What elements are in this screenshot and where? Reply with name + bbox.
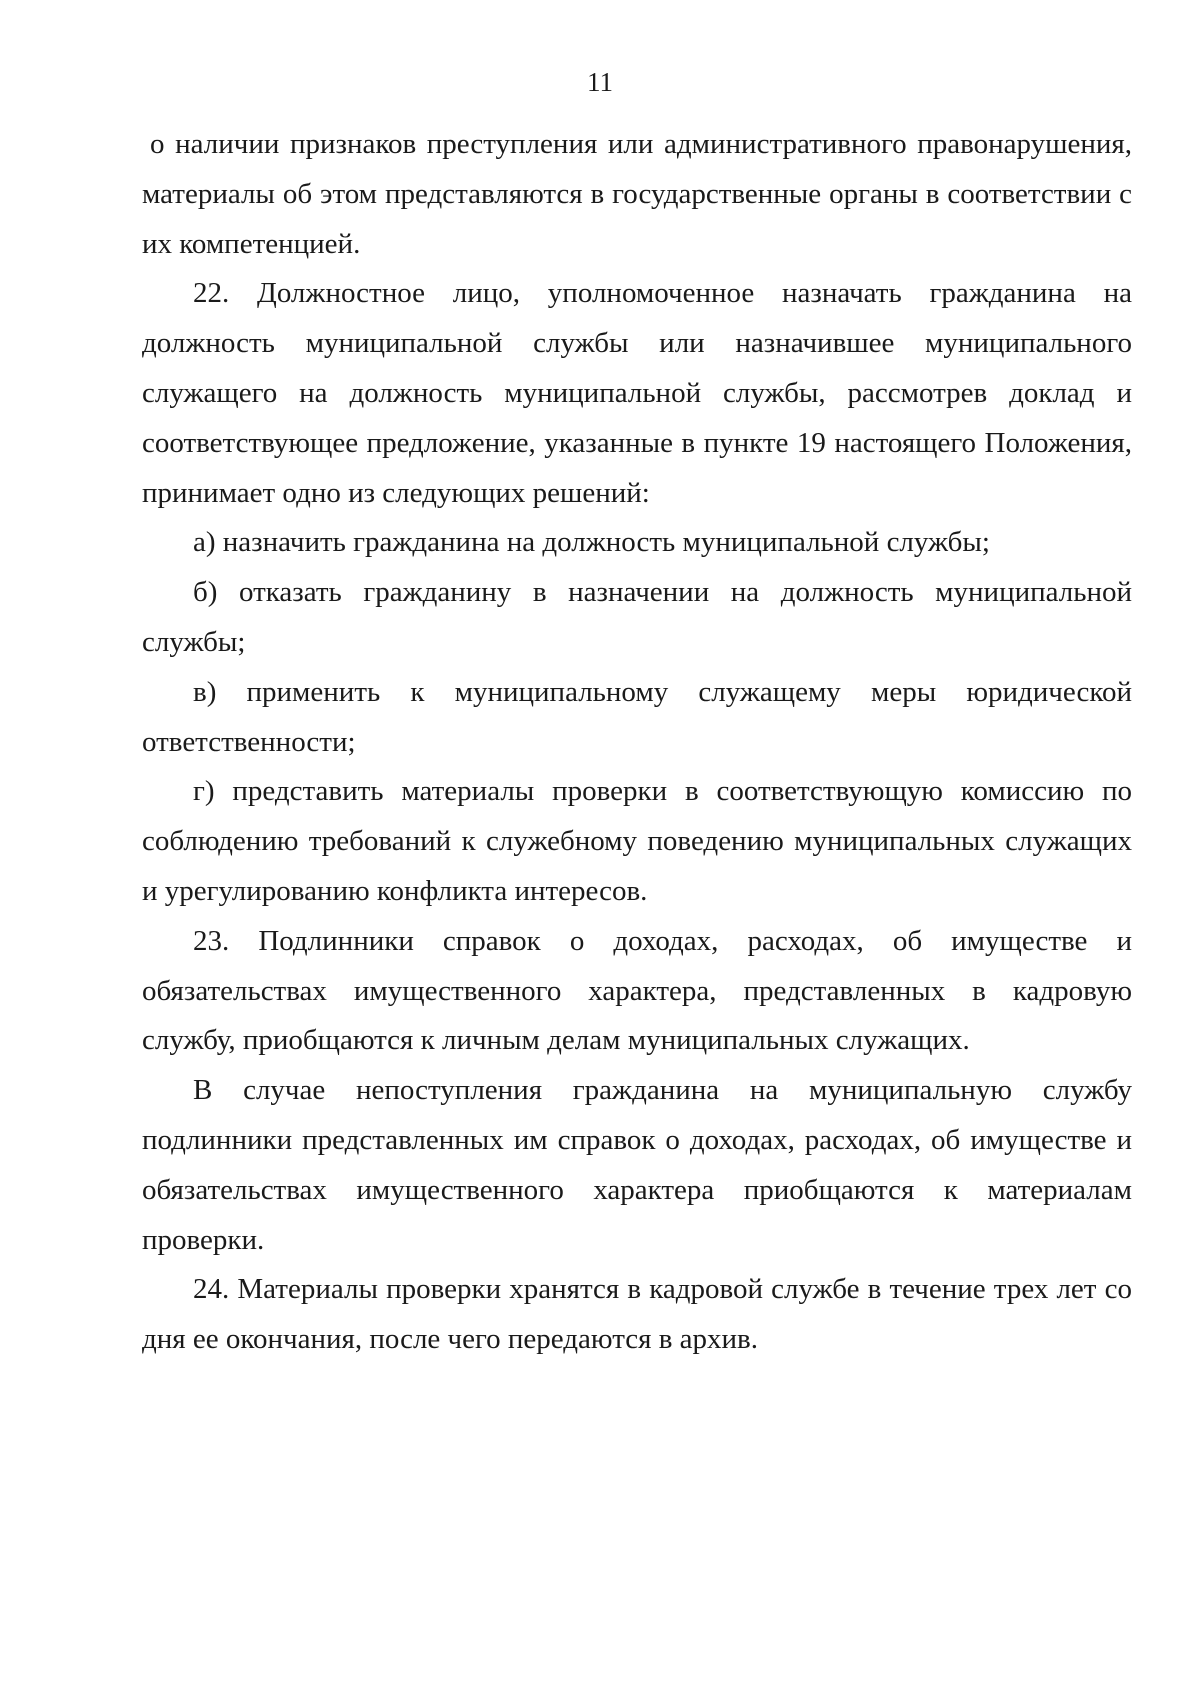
paragraph-item-22: 22. Должностное лицо, уполномоченное назначать гражданина на должность муниципальной службы или назначившее муниципального служащего на должность муниципальной службы, рассмотрев доклад и соответствующее предложение, указанные в пункте 19 настоящего Положения, принимает одно из следующих решений: xyxy=(142,277,1132,509)
page-number: 11 xyxy=(587,67,613,97)
paragraph-item-23: 23. Подлинники справок о доходах, расходах, об имуществе и обязательствах имущественного характера, представленных в кадровую службу, приобщаются к личным делам муниципальных служащих. xyxy=(142,924,1132,1057)
paragraph-subitem-v: в) применить к муниципальному служащему меры юридической ответственности; xyxy=(142,675,1132,758)
paragraph-item-24: 24. Материалы проверки хранятся в кадровой службе в течение трех лет со дня ее окончания, после чего передаются в архив. xyxy=(142,1273,1132,1356)
paragraph-subitem-b: б) отказать гражданину в назначении на должность муниципальной службы; xyxy=(142,576,1132,658)
paragraph-subitem-g: г) представить материалы проверки в соответствующую комиссию по соблюдению требований к служебному поведению муниципальных служащих и урегулированию конфликта интересов. xyxy=(142,775,1132,907)
paragraph-continuation: о наличии признаков преступления или административного правонарушения, материалы об этом представляются в государственные органы в соответствии с их компетенцией. xyxy=(142,128,1132,260)
paragraph-item-23-continued: В случае непоступления гражданина на муниципальную службу подлинники представленных им справок о доходах, расходах, об имуществе и обязательствах имущественного характера приобщаются к материалам проверки. xyxy=(142,1074,1132,1256)
paragraph-subitem-a: а) назначить гражданина на должность муниципальной службы; xyxy=(193,526,990,559)
document-body xyxy=(142,120,1132,1365)
